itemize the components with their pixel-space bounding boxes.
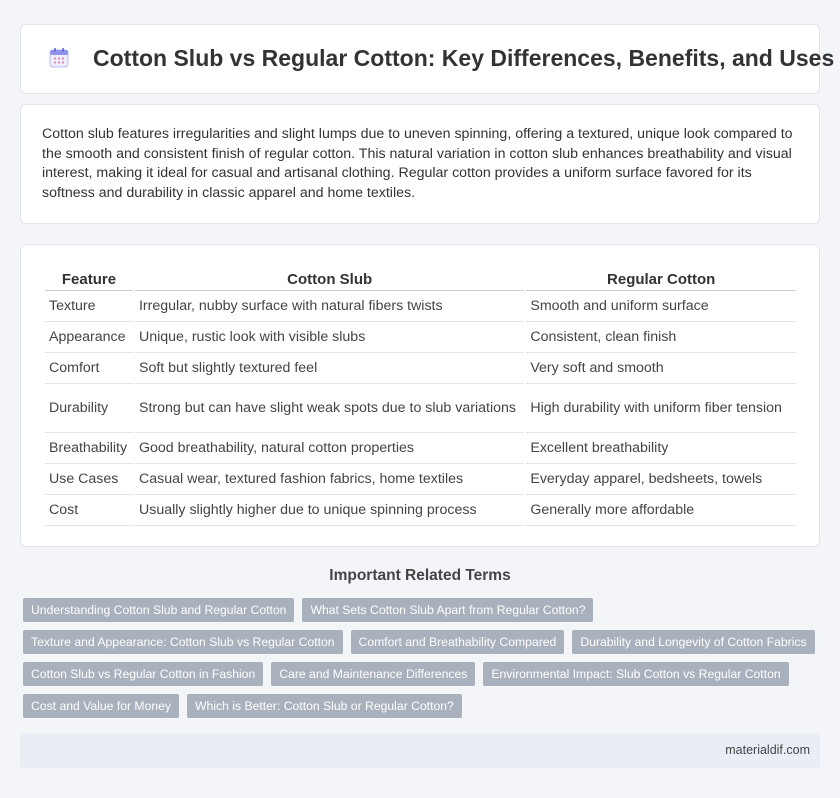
- column-header-regular-cotton: Regular Cotton: [526, 268, 796, 291]
- related-term-link[interactable]: What Sets Cotton Slub Apart from Regular Cotton?: [302, 598, 593, 622]
- comparison-card: [20, 244, 820, 547]
- table-row: [45, 495, 796, 526]
- feature-cell: Texture: [45, 291, 133, 322]
- regular-cotton-cell: Very soft and smooth: [526, 353, 796, 384]
- cotton-slub-cell: Strong but can have slight weak spots due to slub variations: [135, 384, 524, 433]
- footer-bar: [20, 734, 820, 768]
- feature-cell: Use Cases: [45, 464, 133, 495]
- related-term-link[interactable]: Which is Better: Cotton Slub or Regular Cotton?: [187, 694, 462, 718]
- comparison-table: [43, 268, 798, 526]
- related-term-link[interactable]: Cost and Value for Money: [23, 694, 179, 718]
- footer-site-link[interactable]: materialdif.com: [725, 743, 810, 757]
- related-term-link[interactable]: Understanding Cotton Slub and Regular Cotton: [23, 598, 294, 622]
- header-card: [20, 24, 835, 94]
- regular-cotton-cell: High durability with uniform fiber tension: [526, 384, 796, 433]
- related-term-link[interactable]: Durability and Longevity of Cotton Fabrics: [572, 630, 814, 654]
- feature-cell: Cost: [45, 495, 133, 526]
- page-title: Cotton Slub vs Regular Cotton: Key Differences, Benefits, and Uses: [93, 45, 835, 71]
- regular-cotton-cell: Generally more affordable: [526, 495, 796, 526]
- column-header-cotton-slub: Cotton Slub: [135, 268, 524, 291]
- related-term-link[interactable]: Texture and Appearance: Cotton Slub vs Regular Cotton: [23, 630, 343, 654]
- column-header-feature: Feature: [45, 268, 133, 291]
- related-terms-heading: Important Related Terms: [329, 567, 511, 584]
- regular-cotton-cell: Smooth and uniform surface: [526, 291, 796, 322]
- cotton-slub-cell: Soft but slightly textured feel: [135, 353, 524, 384]
- related-term-link[interactable]: Environmental Impact: Slub Cotton vs Regular Cotton: [483, 662, 788, 686]
- feature-cell: Durability: [45, 384, 133, 433]
- table-row: [45, 353, 796, 384]
- table-row: [45, 384, 796, 433]
- related-term-link[interactable]: Comfort and Breathability Compared: [351, 630, 565, 654]
- cotton-slub-cell: Casual wear, textured fashion fabrics, home textiles: [135, 464, 524, 495]
- regular-cotton-cell: Consistent, clean finish: [526, 322, 796, 353]
- feature-cell: Breathability: [45, 433, 133, 464]
- regular-cotton-cell: Excellent breathability: [526, 433, 796, 464]
- feature-cell: Appearance: [45, 322, 133, 353]
- related-term-link[interactable]: Care and Maintenance Differences: [271, 662, 475, 686]
- related-terms-list: [23, 598, 823, 718]
- cotton-slub-cell: Good breathability, natural cotton properties: [135, 433, 524, 464]
- table-header-row: [45, 268, 796, 291]
- cotton-slub-cell: Irregular, nubby surface with natural fibers twists: [135, 291, 524, 322]
- table-row: [45, 291, 796, 322]
- intro-card: [20, 104, 820, 224]
- regular-cotton-cell: Everyday apparel, bedsheets, towels: [526, 464, 796, 495]
- feature-cell: Comfort: [45, 353, 133, 384]
- related-term-link[interactable]: Cotton Slub vs Regular Cotton in Fashion: [23, 662, 263, 686]
- calendar-icon: [47, 46, 71, 70]
- intro-paragraph: Cotton slub features irregularities and slight lumps due to uneven spinning, offering a textured, unique look compared to the smooth and consistent finish of regular cotton. This natural variation in cotton slub enhances breathability and visual interest, making it ideal for casual and artisanal clothing. Regular cotton provides a uniform surface favored for its softness and durability in classic apparel and home textiles.: [42, 126, 793, 201]
- table-row: [45, 433, 796, 464]
- table-row: [45, 322, 796, 353]
- table-row: [45, 464, 796, 495]
- cotton-slub-cell: Unique, rustic look with visible slubs: [135, 322, 524, 353]
- cotton-slub-cell: Usually slightly higher due to unique spinning process: [135, 495, 524, 526]
